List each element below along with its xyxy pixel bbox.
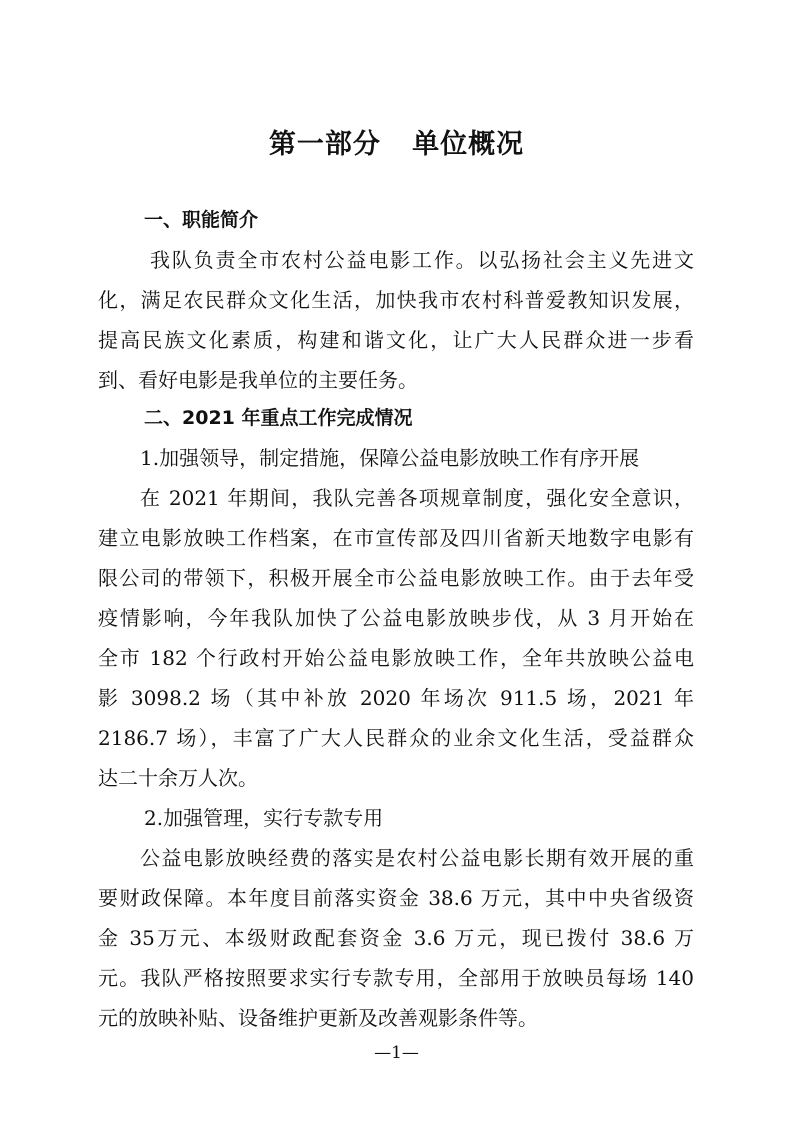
paragraph-line: 提高民族文化素质，构建和谐文化，让广大人民群众进一步看	[98, 328, 694, 352]
paragraph-line: 要财政保障。本年度目前落实资金 38.6 万元，其中中央省级资	[98, 886, 694, 910]
paragraph-line: 元的放映补贴、设备维护更新及改善观影条件等。	[98, 1006, 538, 1030]
paragraph-line: 疫情影响，今年我队加快了公益电影放映步伐，从 3 月开始在	[98, 606, 694, 630]
paragraph-line: 建立电影放映工作档案，在市宣传部及四川省新天地数字电影有	[98, 526, 694, 550]
subsection-heading-leadership: 1.加强领导，制定措施，保障公益电影放映工作有序开展	[140, 446, 640, 470]
paragraph-line: 元。我队严格按照要求实行专款专用，全部用于放映员每场 140	[98, 966, 694, 990]
paragraph-line: 影 3098.2 场（其中补放 2020 年场次 911.5 场，2021 年	[98, 686, 694, 710]
paragraph-line: 公益电影放映经费的落实是农村公益电影长期有效开展的重	[140, 846, 694, 870]
paragraph-line: 到、看好电影是我单位的主要任务。	[98, 368, 418, 392]
paragraph-line: 化，满足农民群众文化生活，加快我市农村科普爱教知识发展，	[98, 288, 694, 312]
paragraph-line: 2186.7 场），丰富了广大人民群众的业余文化生活，受益群众	[98, 726, 694, 750]
section-heading-achievements: 二、2021 年重点工作完成情况	[144, 407, 413, 429]
paragraph-line: 限公司的带领下，积极开展全市公益电影放映工作。由于去年受	[98, 566, 694, 590]
paragraph-line: 我队负责全市农村公益电影工作。以弘扬社会主义先进文	[150, 248, 694, 272]
page-title: 第一部分 单位概况	[268, 129, 525, 160]
paragraph-line: 金 35万元、本级财政配套资金 3.6 万元，现已拨付 38.6 万	[98, 926, 694, 950]
paragraph-line: 在 2021 年期间，我队完善各项规章制度，强化安全意识，	[140, 486, 694, 510]
page-number: —1—	[374, 1043, 419, 1063]
paragraph-line: 全市 182 个行政村开始公益电影放映工作，全年共放映公益电	[98, 646, 694, 670]
paragraph-line: 达二十余万人次。	[98, 766, 258, 790]
subsection-heading-funding: 2.加强管理，实行专款专用	[144, 806, 384, 830]
section-heading-overview: 一、职能简介	[144, 209, 259, 231]
